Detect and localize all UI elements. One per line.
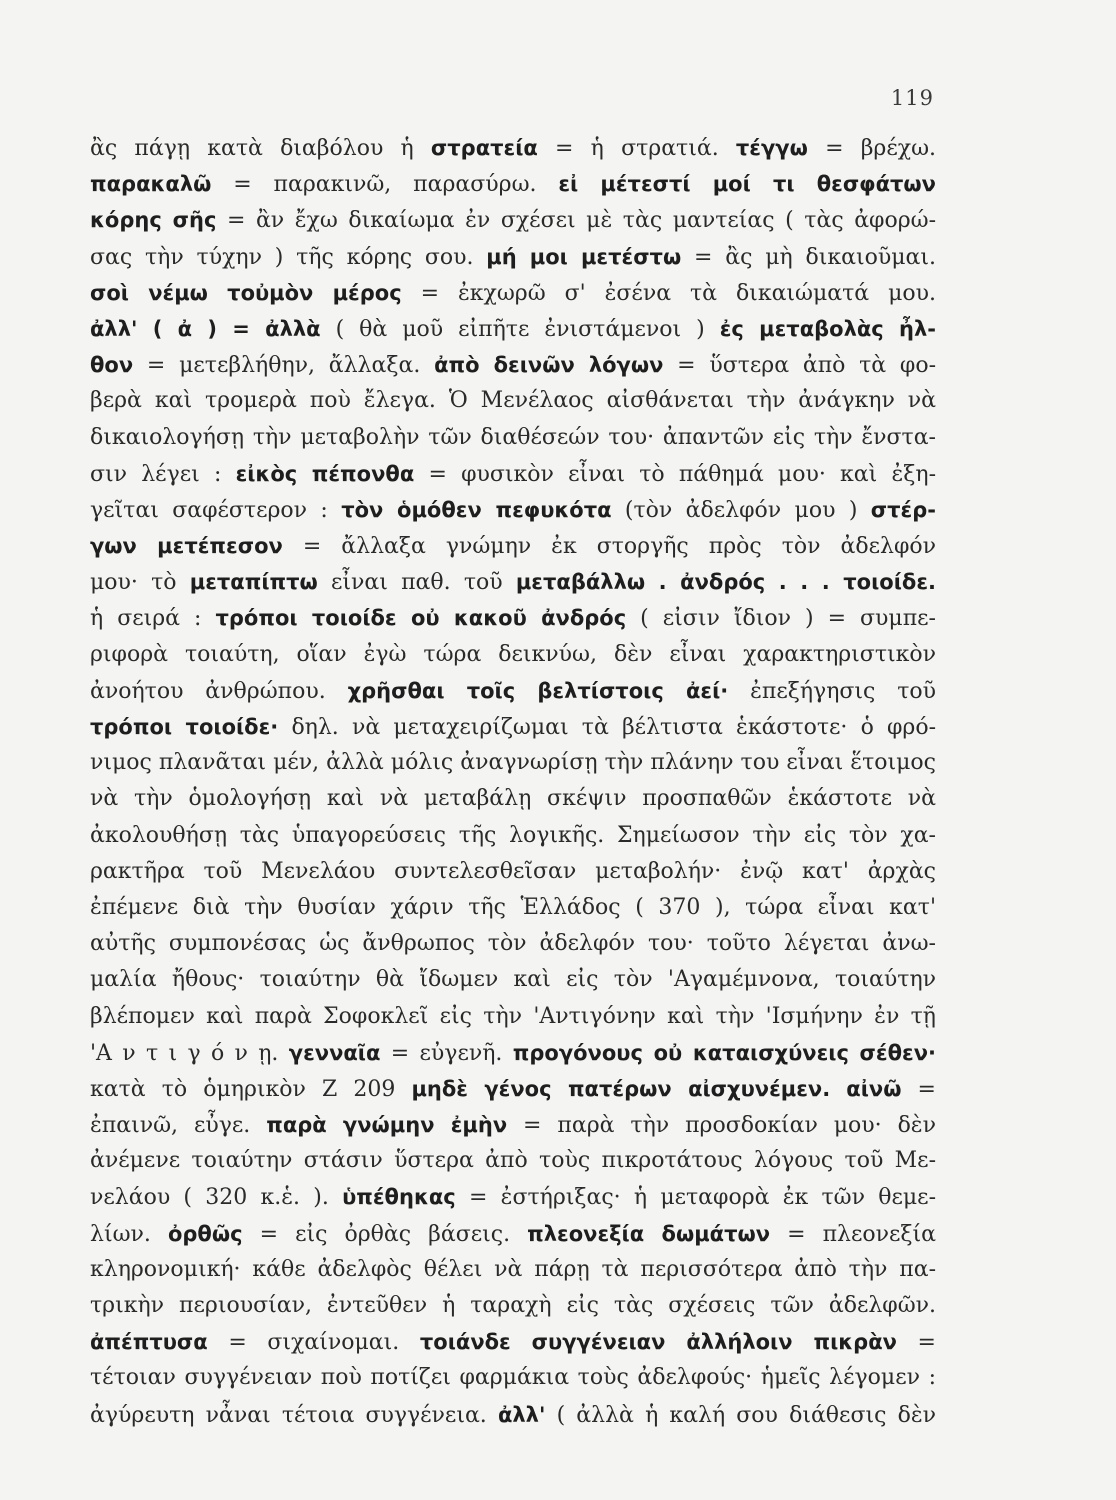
gloss-text: κληρονομική· κάθε ἀδελφὸς θέλει νὰ πάρῃ τὰ περισσότερα ἀπὸ τὴν πα- xyxy=(90,1256,936,1282)
gloss-text: εἶναι παθ. τοῦ xyxy=(317,570,516,596)
lemma-term: χρῆσθαι τοῖς βελτίστοις ἀεί· xyxy=(347,678,729,703)
gloss-text: (τὸν ἀδελφόν μου ) xyxy=(611,497,871,523)
text-line xyxy=(90,854,936,890)
gloss-text: = βρέχω. xyxy=(807,136,937,161)
gloss-text: δικαιολογήσῃ τὴν μεταβολὴν τῶν διαθέσεών του· ἀπαντῶν εἰς τὴν ἔνστα- xyxy=(90,424,936,450)
gloss-text: ἐπέμενε διὰ τὴν θυσίαν χάριν τῆς Ἑλλάδος ( 370 ), τώρα εἶναι κατ' xyxy=(90,894,936,920)
lemma-term: αἰνῶ xyxy=(846,1076,902,1101)
lemma-term: τέγγω xyxy=(735,136,808,160)
lemma-term: ἀπέπτυσα xyxy=(90,1330,208,1355)
gloss-text: ἐπαινῶ, εὖγε. xyxy=(90,1113,267,1139)
lemma-term: στέρ- xyxy=(870,497,936,522)
gloss-text: δηλ. νὰ μεταχειρίζωμαι τὰ βέλτιστα ἑκάστοτε· ὁ φρό- xyxy=(278,715,937,740)
gloss-text: = ἂν ἔχω δικαίωμα ἐν σχέσει μὲ τὰς μαντείας ( τὰς ἀφορώ- xyxy=(216,208,937,234)
text-line xyxy=(90,673,936,709)
text-line xyxy=(90,637,936,673)
gloss-text: ( ἀλλὰ ἡ καλή σου διάθεσις δὲν xyxy=(545,1402,937,1428)
gloss-text: = παρὰ τὴν προσδοκίαν μου· δὲν xyxy=(507,1113,936,1139)
text-line xyxy=(90,781,936,817)
text-line xyxy=(90,926,936,962)
text-line xyxy=(90,564,936,600)
lemma-term: μηδὲ γένος πατέρων αἰσχυνέμεν. xyxy=(411,1076,831,1101)
lemma-term: ἀλλ' xyxy=(497,1402,546,1427)
text-line xyxy=(90,202,936,238)
text-line xyxy=(90,492,936,528)
lemma-term: σοὶ νέμω τοὐμὸν μέρος xyxy=(90,280,402,305)
text-line xyxy=(90,999,936,1035)
gloss-text: βλέπομεν καὶ παρὰ Σοφοκλεῖ εἰς τὴν 'Αντιγόνην καὶ τὴν 'Ισμήνην ἐν τῇ xyxy=(90,1003,936,1029)
commentary-text xyxy=(90,130,936,1433)
gloss-text: = εἰς ὀρθὰς βάσεις. xyxy=(242,1221,528,1247)
text-line xyxy=(90,1179,936,1215)
lemma-term: ἀλλ' ( ἀ ) = ἀλλὰ xyxy=(90,316,321,341)
text-line xyxy=(90,1071,936,1107)
text-line xyxy=(90,347,936,383)
gloss-text: τέτοιαν συγγένειαν ποὺ ποτίζει φαρμάκια τοὺς ἀδελφούς· ἡμεῖς λέγομεν : xyxy=(90,1365,936,1391)
lemma-term: γων μετέπεσον xyxy=(90,534,283,559)
lemma-term: κόρης σῆς xyxy=(90,208,217,233)
lemma-term: τρόποι τοιοίδε οὐ κακοῦ ἀνδρός xyxy=(215,606,627,631)
gloss-text: = σιχαίνομαι. xyxy=(207,1330,420,1356)
lemma-term: προγόνους οὐ καταισχύνεις σέθεν· xyxy=(512,1040,937,1065)
gloss-text: σιν λέγει : xyxy=(90,461,236,487)
page-number: 119 xyxy=(890,86,934,110)
lemma-term: μή μοι μετέστω xyxy=(486,244,682,269)
text-line xyxy=(90,166,936,202)
text-line xyxy=(90,275,936,311)
text-line xyxy=(90,1216,936,1252)
gloss-text: = ἂς μὴ δικαιοῦμαι. xyxy=(681,244,936,270)
text-line xyxy=(90,1107,936,1143)
gloss-text: = εὐγενῆ. xyxy=(380,1040,513,1066)
gloss-text: γεῖται σαφέστερον : xyxy=(90,497,342,523)
gloss-text: = φυσικὸν εἶναι τὸ πάθημά μου· καὶ ἐξη- xyxy=(414,461,937,487)
gloss-text: = παρακινῶ, παρασύρω. xyxy=(211,172,559,198)
lemma-term: τοιάνδε συγγένειαν ἀλλήλοιν πικρὰν xyxy=(419,1330,897,1355)
gloss-text: = μετεβλήθην, ἄλλαξα. xyxy=(133,353,435,379)
gloss-text: ἂς πάγῃ κατὰ διαβόλου ἡ xyxy=(90,136,431,161)
text-line xyxy=(90,239,936,275)
lemma-term: εἰκὸς πέπονθα xyxy=(235,461,415,486)
text-line xyxy=(90,1360,936,1396)
gloss-text: = ἐκχωρῶ σ' ἐσένα τὰ δικαιώματά μου. xyxy=(401,280,937,306)
gloss-text: ριφορὰ τοιαύτη, οἵαν ἐγὼ τώρα δεικνύω, δὲν εἶναι χαρακτηριστικὸν xyxy=(90,641,936,667)
lemma-term: μεταβάλλω . ἀνδρός . . . τοιοίδε. xyxy=(515,570,936,595)
gloss-text: ρακτῆρα τοῦ Μενελάου συντελεσθεῖσαν μεταβολήν· ἐνῷ κατ' ἀρχὰς xyxy=(90,858,936,884)
lemma-term: στρατεία xyxy=(430,136,538,160)
text-line xyxy=(90,1288,936,1324)
gloss-text: ἡ σειρά : xyxy=(90,606,216,632)
lemma-term: παρὰ γνώμην ἐμὴν xyxy=(266,1113,508,1138)
lemma-term: πλεονεξία δωμάτων xyxy=(527,1221,771,1246)
text-line xyxy=(90,1143,936,1179)
text-line xyxy=(90,818,936,854)
gloss-text: λίων. xyxy=(90,1221,168,1247)
gloss-text: βερὰ καὶ τρομερὰ ποὺ ἔλεγα. Ὁ Μενέλαος αἰσθάνεται τὴν ἀνάγκην νὰ xyxy=(90,388,936,414)
lemma-term: ὑπέθηκας xyxy=(342,1185,456,1210)
gloss-text: κατὰ τὸ ὁμηρικὸν Ζ 209 xyxy=(90,1076,412,1102)
text-line xyxy=(90,1324,936,1360)
gloss-text: ἐπεξήγησις τοῦ xyxy=(728,678,937,704)
gloss-text: ἀκολουθήσῃ τὰς ὑπαγορεύσεις τῆς λογικῆς. Σημείωσον τὴν εἰς τὸν χα- xyxy=(90,822,936,848)
gloss-text: ἀνέμενε τοιαύτην στάσιν ὕστερα ἀπὸ τοὺς πικροτάτους λόγους τοῦ Με- xyxy=(90,1148,936,1174)
gloss-text: = ἄλλαξα γνώμην ἐκ στοργῆς πρὸς τὸν ἀδελφόν xyxy=(282,534,936,560)
text-line xyxy=(90,456,936,492)
gloss-text: νιμος πλανᾶται μέν, ἀλλὰ μόλις ἀναγνωρίσῃ τὴν πλάνην του εἶναι ἕτοιμος xyxy=(90,750,936,776)
lemma-term: μεταπίπτω xyxy=(189,570,318,595)
gloss-text: = ἡ στρατιά. xyxy=(537,136,736,161)
gloss-text: νὰ τὴν ὁμολογήσῃ καὶ νὰ μεταβάλῃ σκέψιν προσπαθῶν ἑκάστοτε νὰ xyxy=(90,786,936,812)
text-line xyxy=(90,1035,936,1071)
lemma-term: ἀπὸ δεινῶν λόγων xyxy=(434,353,664,378)
lemma-term: παρακαλῶ xyxy=(90,172,212,197)
gloss-text: = xyxy=(896,1330,936,1356)
gloss-text: ἀγύρευτη νἆναι τέτοια συγγένεια. xyxy=(90,1402,498,1428)
lemma-term: θον xyxy=(90,353,134,378)
gloss-text: = πλεονεξία xyxy=(770,1221,937,1247)
text-line xyxy=(90,962,936,998)
lemma-term: ἐς μεταβολὰς ἦλ- xyxy=(719,316,937,341)
text-line xyxy=(90,890,936,926)
gloss-text xyxy=(830,1077,846,1102)
text-line xyxy=(90,383,936,419)
gloss-text: = ὕστερα ἀπὸ τὰ φο- xyxy=(663,353,936,379)
gloss-text: = ἐστήριξας· ἡ μεταφορὰ ἐκ τῶν θεμε- xyxy=(455,1185,937,1211)
lemma-term: τρόποι τοιοίδε· xyxy=(90,715,279,739)
lemma-term: εἰ μέτεστί μοί τι θεσφάτων xyxy=(558,172,936,197)
text-line xyxy=(90,709,936,745)
gloss-text: μου· τὸ xyxy=(90,570,190,596)
text-line xyxy=(90,528,936,564)
gloss-text: ( εἰσιν ἴδιον ) = συμπε- xyxy=(626,606,936,632)
gloss-text: τρικὴν περιουσίαν, ἐντεῦθεν ἡ ταραχὴ εἰς τὰς σχέσεις τῶν ἀδελφῶν. xyxy=(90,1293,936,1318)
text-line xyxy=(90,420,936,456)
text-line xyxy=(90,1252,936,1288)
text-line xyxy=(90,600,936,636)
text-line xyxy=(90,1397,936,1433)
gloss-text: αὐτῆς συμπονέσας ὡς ἄνθρωπος τὸν ἀδελφόν του· τοῦτο λέγεται ἀνω- xyxy=(90,931,936,957)
gloss-text: = xyxy=(901,1076,936,1102)
gloss-text: 'Α ν τ ι γ ό ν ῃ. xyxy=(90,1040,289,1066)
gloss-text: ( θὰ μοῦ εἰπῆτε ἐνιστάμενοι ) xyxy=(320,316,720,342)
lemma-term: ὀρθῶς xyxy=(167,1221,243,1246)
gloss-text: σας τὴν τύχην ) τῆς κόρης σου. xyxy=(90,244,487,270)
gloss-text: μαλία ἤθους· τοιαύτην θὰ ἴδωμεν καὶ εἰς τὸν 'Αγαμέμνονα, τοιαύτην xyxy=(90,967,936,993)
text-line xyxy=(90,745,936,781)
gloss-text: ἀνοήτου ἀνθρώπου. xyxy=(90,678,348,704)
text-line xyxy=(90,311,936,347)
text-line xyxy=(90,130,936,166)
lemma-term: γενναῖα xyxy=(288,1040,381,1065)
lemma-term: τὸν ὁμόθεν πεφυκότα xyxy=(341,497,612,522)
gloss-text: νελάου ( 320 κ.ἑ. ). xyxy=(90,1185,343,1211)
